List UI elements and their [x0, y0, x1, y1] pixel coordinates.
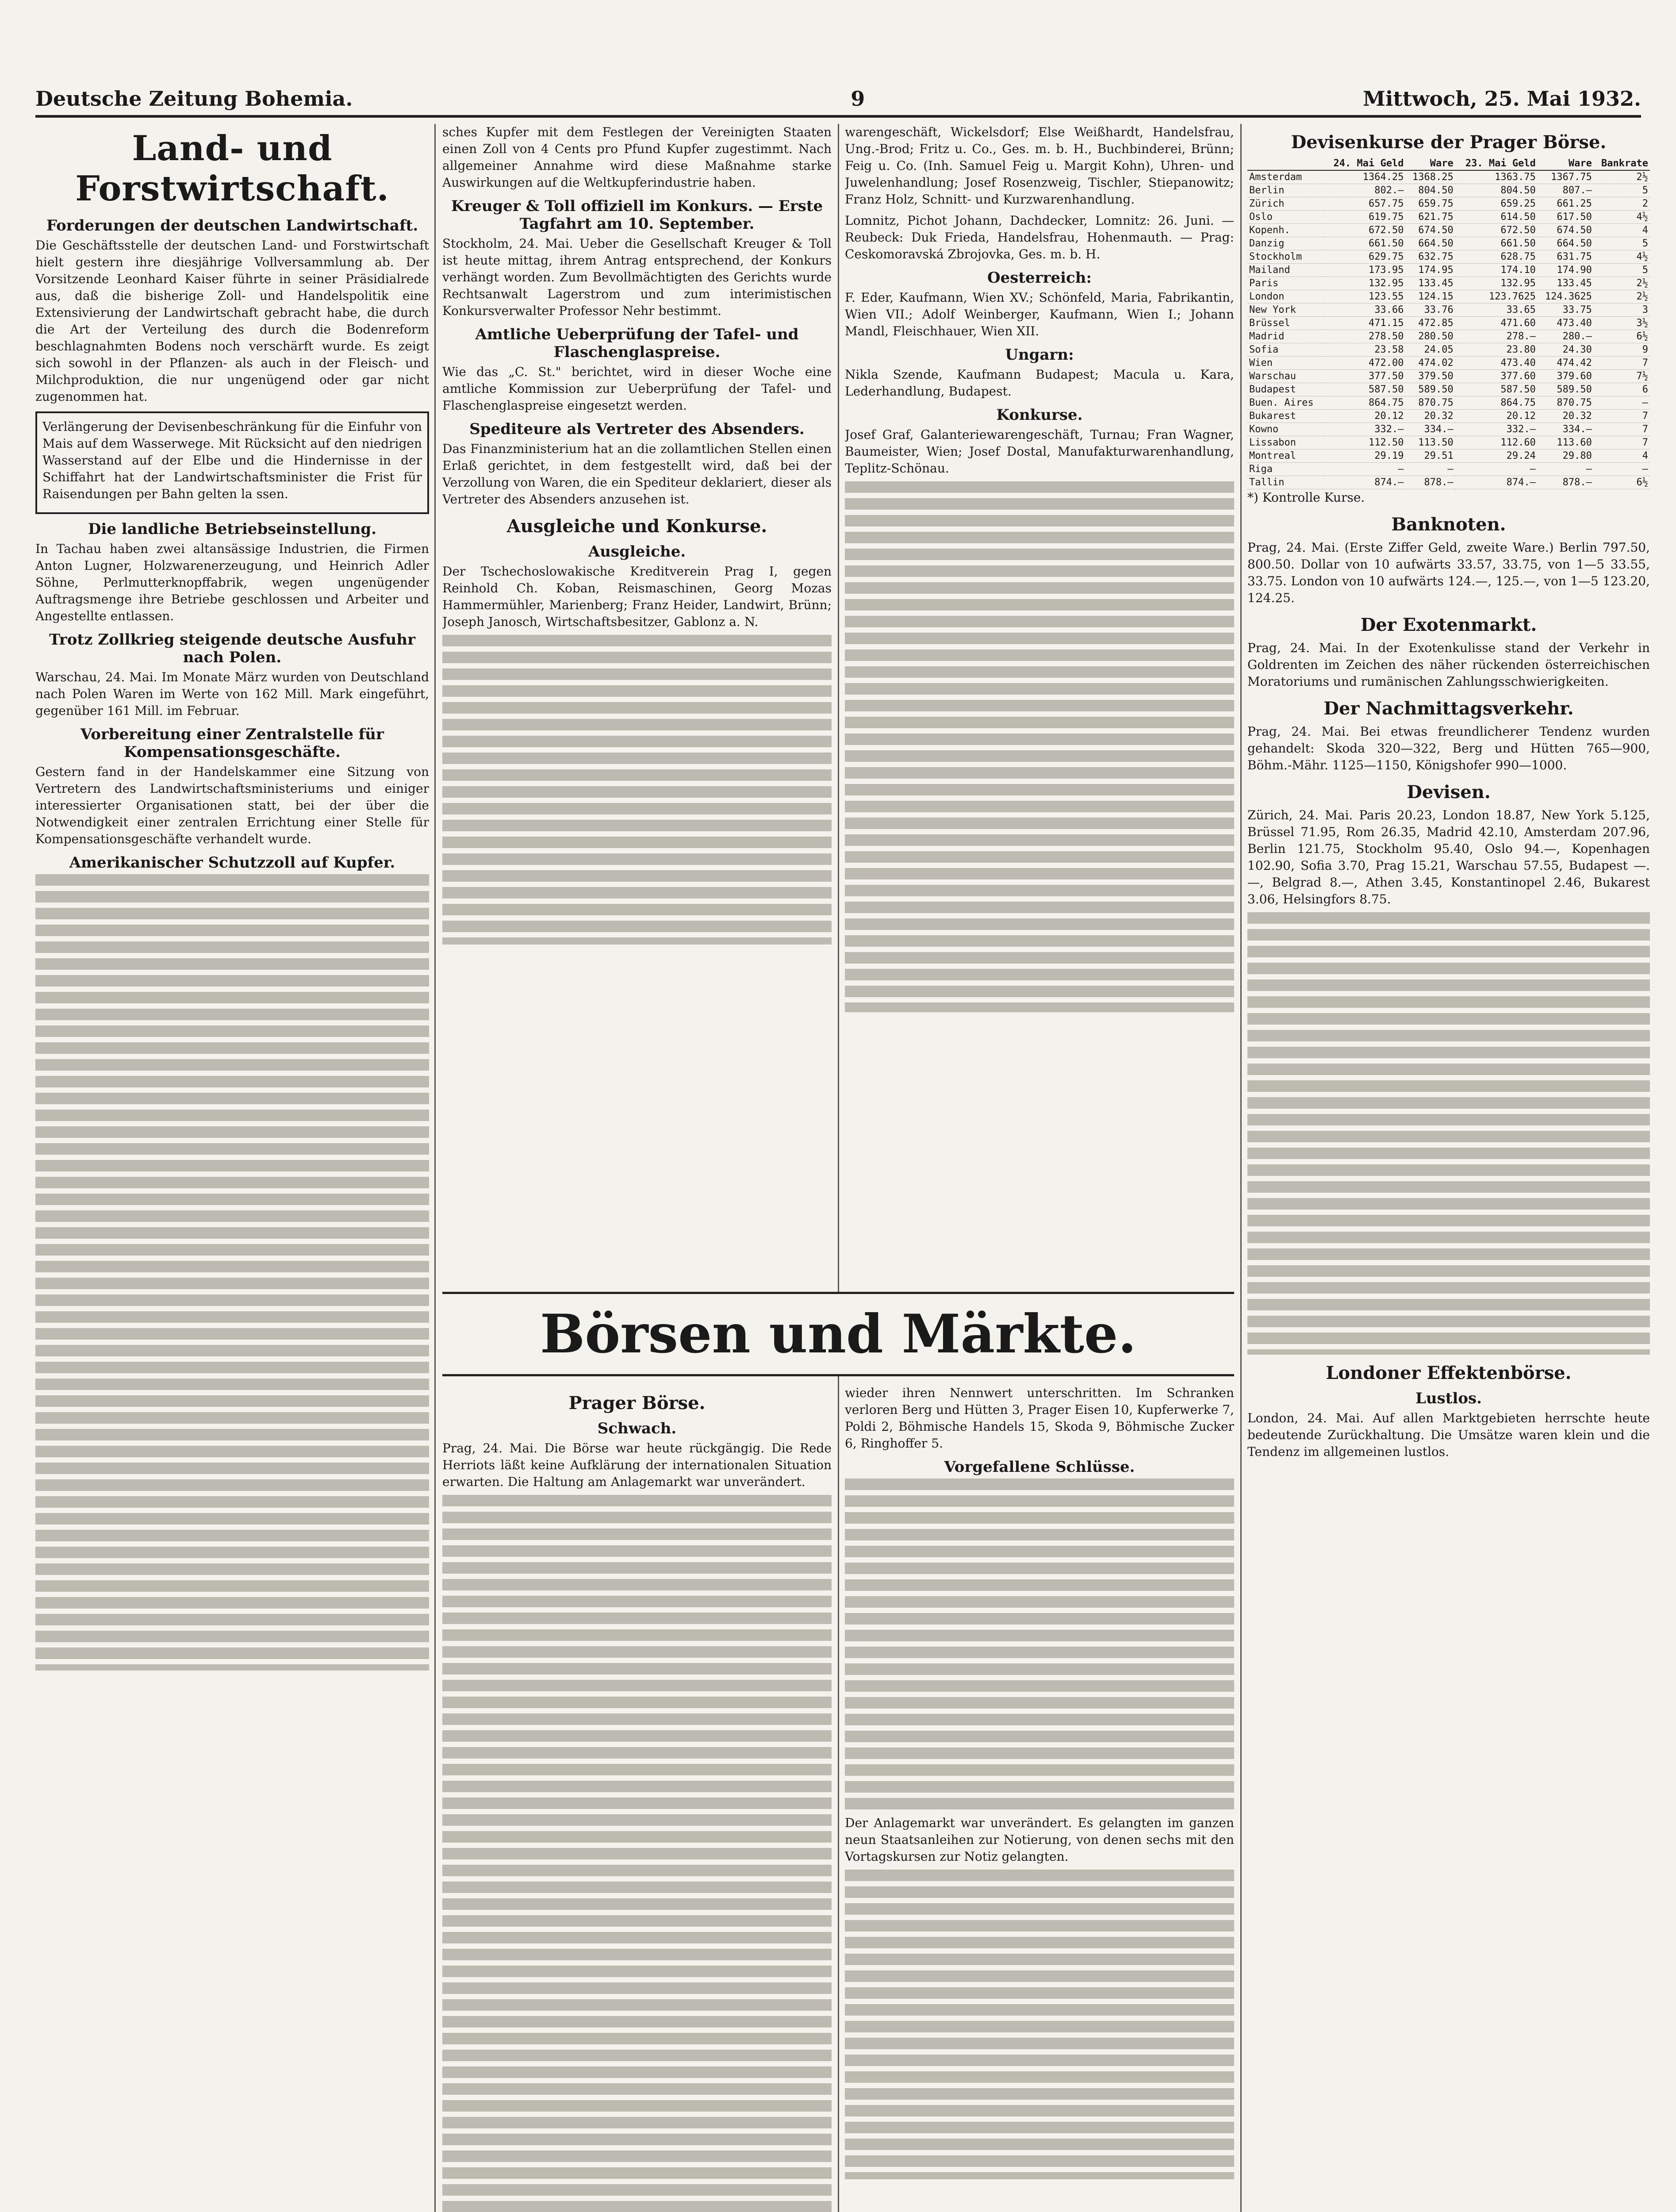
- table-cell: —: [1405, 463, 1455, 476]
- table-cell: 332.—: [1323, 423, 1405, 436]
- section-heading: Banknoten.: [1391, 514, 1506, 535]
- table-cell: 1368.25: [1405, 170, 1455, 184]
- table-cell: 661.50: [1455, 237, 1538, 250]
- article-text: wieder ihren Nennwert unterschritten. Im Schranken verloren Berg und Hütten 3, Prager Eisen 10, Kupferwerke 7, Poldi 2, Böhmische Handels 15, Skoda 9, Böhmische Zucker 6, Ringhoffer 5.: [845, 1386, 1234, 1451]
- article-heading: Amerikanischer Schutzzoll auf Kupfer.: [69, 854, 395, 872]
- boxed-notice: [35, 411, 429, 514]
- table-cell: 173.95: [1323, 264, 1405, 277]
- table-cell: Zürich: [1247, 197, 1323, 211]
- table-row: [1247, 290, 1650, 303]
- article-heading: Spediteure als Vertreter des Absenders.: [469, 420, 805, 438]
- table-cell: 5: [1594, 237, 1650, 250]
- table-cell: 661.25: [1538, 197, 1594, 211]
- table-row: [1247, 303, 1650, 317]
- table-cell: 112.60: [1455, 436, 1538, 449]
- article-text: Prag, 24. Mai. Die Börse war heute rückgängig. Die Rede Herriots läßt keine Aufklärung der internationalen Situation erwarten. Die Haltung am Anlagemarkt war unverändert.: [442, 1441, 832, 1489]
- article-heading: Trotz Zollkrieg steigende deutsche Ausfuhr nach Polen.: [49, 631, 416, 666]
- table-cell: 659.75: [1405, 197, 1455, 211]
- table-cell: Bukarest: [1247, 410, 1323, 423]
- section-heading: Prager Börse.: [568, 1393, 706, 1413]
- article-heading: Oesterreich:: [987, 269, 1092, 287]
- table-row: [1247, 383, 1650, 396]
- column-agriculture: [35, 124, 429, 2212]
- article-heading: Ausgleiche.: [588, 543, 686, 561]
- table-cell: Budapest: [1247, 383, 1323, 396]
- table-cell: 474.02: [1405, 357, 1455, 370]
- table-cell: 4: [1594, 224, 1650, 237]
- table-cell: 174.90: [1538, 264, 1594, 277]
- article-heading: Die landliche Betriebseinstellung.: [88, 520, 377, 538]
- body-text-block: [845, 1870, 1234, 2179]
- table-cell: Buen. Aires: [1247, 396, 1323, 410]
- table-cell: 6½: [1594, 476, 1650, 489]
- table-cell: 473.40: [1538, 317, 1594, 330]
- table-cell: 5: [1594, 264, 1650, 277]
- table-cell: 614.50: [1455, 211, 1538, 224]
- article-text: Der Tschechoslowakische Kreditverein Prag I, gegen Reinhold Ch. Koban, Reismaschinen, Georg Mozas Hammermühler, Marienberg; Franz Heider, Landwirt, Brünn; Joseph Janosch, Wirtschaftsbesitzer, Gablonz a. N.: [442, 564, 832, 629]
- boxed-notice-text: Verlängerung der Devisenbeschränkung für die Einfuhr von Mais auf dem Wasserwege. Mit Rücksicht auf den niedrigen Wasserstand auf der Elbe und die Hindernisse in der Schiffahrt hat der Landwirtschaftsminister die Frist für Raisendungen per Bahn gelten la ssen.: [42, 419, 422, 501]
- table-header-cell: [1247, 157, 1323, 170]
- table-cell: Madrid: [1247, 330, 1323, 343]
- article-text: Prag, 24. Mai. In der Exotenkulisse stand der Verkehr in Goldrenten im Zeichen des näher rückenden österreichischen Moratoriums und rumänischen Zahlungsschwierigkeiten.: [1247, 641, 1650, 689]
- body-text-block: [845, 481, 1234, 1012]
- table-cell: 802.—: [1323, 184, 1405, 197]
- table-row: [1247, 370, 1650, 383]
- table-row: [1247, 449, 1650, 463]
- table-cell: Brüssel: [1247, 317, 1323, 330]
- table-header-cell: 23. Mai Geld: [1455, 157, 1538, 170]
- article-text: Stockholm, 24. Mai. Ueber die Gesellschaft Kreuger & Toll ist heute mittag, ihrem Antrag entsprechend, der Konkurs verhängt worden. Zum Bevollmächtigten des Gerichts wurde Rechtsanwalt Lagerstrom und zum interimistischen Konkursverwalter Professor Nehr bestimmt.: [442, 236, 832, 318]
- table-cell: 2½: [1594, 170, 1650, 184]
- table-cell: 124.15: [1405, 290, 1455, 303]
- article-text: sches Kupfer mit dem Festlegen der Vereinigten Staaten einen Zoll von 4 Cents pro Pfund Kupfer zugestimmt. Nach allgemeiner Annahme wird diese Maßnahme starke Auswirkungen auf die Weltkupferindustrie haben.: [442, 125, 832, 190]
- table-cell: 29.19: [1323, 449, 1405, 463]
- table-cell: 29.51: [1405, 449, 1455, 463]
- article-heading: Lustlos.: [1415, 1390, 1482, 1407]
- table-cell: 280.—: [1538, 330, 1594, 343]
- table-cell: 278.50: [1323, 330, 1405, 343]
- table-cell: 632.75: [1405, 250, 1455, 264]
- table-cell: 2½: [1594, 277, 1650, 290]
- column-rule: [838, 124, 839, 2212]
- table-cell: 874.—: [1323, 476, 1405, 489]
- table-cell: Paris: [1247, 277, 1323, 290]
- table-cell: 2½: [1594, 290, 1650, 303]
- table-cell: Oslo: [1247, 211, 1323, 224]
- article-text: Zürich, 24. Mai. Paris 20.23, London 18.87, New York 5.125, Brüssel 71.95, Rom 26.35, Madrid 42.10, Amsterdam 207.96, Berlin 121.75, Stockholm 95.40, Oslo 94.—, Kopenhagen 102.90, Sofia 3.70, Prag 15.21, Warschau 57.55, Budapest —.—, Belgrad 8.—, Athen 3.45, Konstantinopel 2.46, Bukarest 3.06, Helsingfors 8.75.: [1247, 808, 1650, 906]
- table-cell: 589.50: [1538, 383, 1594, 396]
- table-cell: 33.75: [1538, 303, 1594, 317]
- article-text: F. Eder, Kaufmann, Wien XV.; Schönfeld, Maria, Fabrikantin, Wien VII.; Adolf Weinberger, Kaufmann, Wien I.; Johann Mandl, Fleischhauer, Wien XII.: [845, 290, 1234, 338]
- table-cell: 674.50: [1405, 224, 1455, 237]
- article-heading: Ungarn:: [1005, 346, 1074, 364]
- column-rule: [434, 124, 436, 2212]
- body-text-block: [1247, 912, 1650, 1355]
- table-cell: 471.15: [1323, 317, 1405, 330]
- table-cell: —: [1538, 463, 1594, 476]
- table-cell: 33.65: [1455, 303, 1538, 317]
- section-banner: Börsen und Märkte.: [442, 1292, 1234, 1376]
- table-cell: 472.00: [1323, 357, 1405, 370]
- table-cell: 657.75: [1323, 197, 1405, 211]
- table-cell: Wien: [1247, 357, 1323, 370]
- table-cell: Kowno: [1247, 423, 1323, 436]
- table-cell: 2: [1594, 197, 1650, 211]
- table-cell: 807.—: [1538, 184, 1594, 197]
- table-cell: 379.60: [1538, 370, 1594, 383]
- article-text: Lomnitz, Pichot Johann, Dachdecker, Lomnitz: 26. Juni. — Reubeck: Duk Frieda, Handelsfrau, Hohenmauth. — Prag: Ceskomoravská Zbrojovka, Ges. m. b. H.: [845, 213, 1234, 261]
- table-cell: 29.24: [1455, 449, 1538, 463]
- table-cell: 174.10: [1455, 264, 1538, 277]
- table-cell: 6: [1594, 383, 1650, 396]
- table-cell: 334.—: [1538, 423, 1594, 436]
- table-cell: 7½: [1594, 370, 1650, 383]
- table-cell: 29.80: [1538, 449, 1594, 463]
- table-cell: Montreal: [1247, 449, 1323, 463]
- table-cell: 377.50: [1323, 370, 1405, 383]
- table-cell: 628.75: [1455, 250, 1538, 264]
- table-row: [1247, 436, 1650, 449]
- table-row: [1247, 343, 1650, 357]
- exchange-closings-column: [845, 1385, 1234, 2212]
- table-row: [1247, 277, 1650, 290]
- article-text: warengeschäft, Wickelsdorf; Else Weißhardt, Handelsfrau, Ung.-Brod; Fritz u. Co., Ges. m. b. H., Buchbinderei, Brünn; Feig u. Co. (Inh. Samuel Feig u. Margit Kohn), Uhren- und Juwelenhandlung; Josef Rosenzweig, Tischler, Stiepanowitz; Franz Holz, Schnitt- und Kurzwarenhandlung.: [845, 125, 1234, 207]
- article-heading: Amtliche Ueberprüfung der Tafel- und Flaschenglaspreise.: [475, 326, 799, 361]
- table-row: [1247, 197, 1650, 211]
- quote-table: [845, 1479, 1234, 1815]
- table-row: [1247, 170, 1650, 184]
- table-cell: 7: [1594, 423, 1650, 436]
- table-cell: New York: [1247, 303, 1323, 317]
- table-header-cell: Ware: [1538, 157, 1594, 170]
- table-header-cell: Bankrate: [1594, 157, 1650, 170]
- table-row: [1247, 211, 1650, 224]
- table-cell: 278.—: [1455, 330, 1538, 343]
- table-row: [1247, 250, 1650, 264]
- table-cell: 874.—: [1455, 476, 1538, 489]
- table-cell: 20.12: [1455, 410, 1538, 423]
- section-heading: Der Nachmittagsverkehr.: [1323, 698, 1574, 719]
- table-cell: 112.50: [1323, 436, 1405, 449]
- section-heading: Der Exotenmarkt.: [1360, 614, 1537, 635]
- table-cell: 471.60: [1455, 317, 1538, 330]
- table-cell: 123.7625: [1455, 290, 1538, 303]
- table-cell: 174.95: [1405, 264, 1455, 277]
- article-text: Warschau, 24. Mai. Im Monate März wurden von Deutschland nach Polen Waren im Werte von 162 Mill. Mark eingeführt, gegenüber 161 Mill. im Februar.: [35, 670, 429, 718]
- table-row: [1247, 396, 1650, 410]
- table-row: [1247, 224, 1650, 237]
- table-cell: 377.60: [1455, 370, 1538, 383]
- article-text: Prag, 24. Mai. Bei etwas freundlicherer Tendenz wurden gehandelt: Skoda 320—322, Berg und Hütten 765—900, Böhm.-Mähr. 1125—1150, Königshofer 990—1000.: [1247, 724, 1650, 772]
- table-cell: London: [1247, 290, 1323, 303]
- section-heading: Londoner Effektenbörse.: [1326, 1363, 1572, 1383]
- table-cell: 20.32: [1538, 410, 1594, 423]
- table-cell: 33.76: [1405, 303, 1455, 317]
- table-cell: —: [1594, 463, 1650, 476]
- article-text: Prag, 24. Mai. (Erste Ziffer Geld, zweite Ware.) Berlin 797.50, 800.50. Dollar von 10 aufwärts 33.57, 33.75, von 1—5 33.55, 33.75. London von 10 aufwärts 124.—, 125.—, von 1—5 123.20, 124.25.: [1247, 540, 1650, 605]
- article-heading: Vorgefallene Schlüsse.: [944, 1458, 1135, 1476]
- table-cell: 132.95: [1455, 277, 1538, 290]
- table-cell: 124.3625: [1538, 290, 1594, 303]
- table-row: [1247, 330, 1650, 343]
- table-row: [1247, 357, 1650, 370]
- article-heading: Schwach.: [597, 1420, 677, 1437]
- body-text-block: [35, 874, 429, 1671]
- table-cell: 123.55: [1323, 290, 1405, 303]
- table-cell: 474.42: [1538, 357, 1594, 370]
- table-row: [1247, 463, 1650, 476]
- table-cell: 473.40: [1455, 357, 1538, 370]
- section-heading: Devisenkurse der Prager Börse.: [1291, 132, 1607, 153]
- table-cell: 587.50: [1323, 383, 1405, 396]
- table-row: [1247, 264, 1650, 277]
- article-heading: Vorbereitung einer Zentralstelle für Kompensationsgeschäfte.: [81, 726, 384, 761]
- table-cell: 878.—: [1405, 476, 1455, 489]
- table-cell: 23.80: [1455, 343, 1538, 357]
- article-text: Josef Graf, Galanteriewarengeschäft, Turnau; Fran Wagner, Baumeister, Wien; Josef Dostal, Manufakturwarenhandlung, Teplitz-Schönau.: [845, 427, 1234, 476]
- table-cell: 1364.25: [1323, 170, 1405, 184]
- table-cell: 5: [1594, 184, 1650, 197]
- table-cell: 20.12: [1323, 410, 1405, 423]
- table-row: [1247, 423, 1650, 436]
- section-heading: Ausgleiche und Konkurse.: [506, 516, 767, 537]
- body-text-block: [442, 1495, 832, 2212]
- table-note: *) Kontrolle Kurse.: [1247, 490, 1365, 505]
- table-cell: 113.50: [1405, 436, 1455, 449]
- masthead-date: Mittwoch, 25. Mai 1932.: [1363, 87, 1641, 111]
- table-cell: 23.58: [1323, 343, 1405, 357]
- article-text: Wie das „C. St." berichtet, wird in dieser Woche eine amtliche Kommission zur Ueberprüfung der Tafel- und Flaschenglaspreise eingesetzt werden.: [442, 365, 832, 413]
- table-cell: 7: [1594, 410, 1650, 423]
- table-cell: 659.25: [1455, 197, 1538, 211]
- section-heading: Devisen.: [1407, 782, 1491, 803]
- table-cell: 9: [1594, 343, 1650, 357]
- body-text-block: [442, 635, 832, 945]
- table-cell: 133.45: [1538, 277, 1594, 290]
- table-cell: 24.30: [1538, 343, 1594, 357]
- table-cell: 334.—: [1405, 423, 1455, 436]
- table-cell: 6½: [1594, 330, 1650, 343]
- table-cell: 113.60: [1538, 436, 1594, 449]
- table-cell: Stockholm: [1247, 250, 1323, 264]
- table-cell: 3½: [1594, 317, 1650, 330]
- table-cell: 4½: [1594, 211, 1650, 224]
- section-title: Land- und Forstwirtschaft.: [75, 128, 389, 209]
- table-cell: Mailand: [1247, 264, 1323, 277]
- table-cell: 672.50: [1455, 224, 1538, 237]
- article-text: Das Finanzministerium hat an die zollamtlichen Stellen einen Erlaß gerichtet, in dem festgestellt wird, daß bei der Verzollung von Waren, die ein Spediteur deklariert, dieser als Vertreter des Absenders anzusehen ist.: [442, 442, 832, 507]
- article-text: Die Geschäftsstelle der deutschen Land- und Forstwirtschaft hielt gestern ihre diesjährige Vollversammlung ab. Der Vorsitzende Leonhard Kaiser führte in seiner Präsidialrede aus, daß die bisherige Zoll- und Handelspolitik eine Extensivierung der Landwirtschaft gebracht habe, die durch die Art der Verteilung des durch die Bodenreform beschlagnahmten Bodens noch verschärft wurde. Es zeigt sich sowohl in der Pflanzen- als auch in der Fleisch- und Milchproduktion, die nur ungenügend oder gar nicht zugenommen hat.: [35, 238, 429, 404]
- article-text: Gestern fand in der Handelskammer eine Sitzung von Vertretern des Landwirtschaftsministeriums und einiger interessierter Organisationen statt, bei der über die Notwendigkeit einer zentralen Errichtung einer Stelle für Kompensationsgeschäfte verhandelt wurde.: [35, 764, 429, 846]
- table-row: [1247, 410, 1650, 423]
- table-cell: 24.05: [1405, 343, 1455, 357]
- article-text: Der Anlagemarkt war unverändert. Es gelangten im ganzen neun Staatsanleihen zur Notierung, von denen sechs mit den Vortagskursen zur Notiz gelangten.: [845, 1816, 1234, 1864]
- column-currency: [1247, 124, 1650, 2212]
- table-cell: 864.75: [1455, 396, 1538, 410]
- table-cell: 672.50: [1323, 224, 1405, 237]
- table-cell: 631.75: [1538, 250, 1594, 264]
- table-cell: 804.50: [1455, 184, 1538, 197]
- table-cell: 617.50: [1538, 211, 1594, 224]
- masthead-left: Deutsche Zeitung Bohemia.: [35, 87, 353, 111]
- newspaper-page: [27, 0, 1650, 2212]
- table-header-cell: Ware: [1405, 157, 1455, 170]
- table-cell: 661.50: [1323, 237, 1405, 250]
- table-cell: 587.50: [1455, 383, 1538, 396]
- table-cell: Tallin: [1247, 476, 1323, 489]
- table-cell: Sofia: [1247, 343, 1323, 357]
- article-heading: Konkurse.: [996, 406, 1083, 424]
- table-cell: 1367.75: [1538, 170, 1594, 184]
- table-cell: 3: [1594, 303, 1650, 317]
- table-cell: 379.50: [1405, 370, 1455, 383]
- table-cell: 4½: [1594, 250, 1650, 264]
- table-cell: 7: [1594, 436, 1650, 449]
- table-cell: 280.50: [1405, 330, 1455, 343]
- article-heading: Forderungen der deutschen Landwirtschaft.: [46, 217, 418, 234]
- table-cell: 674.50: [1538, 224, 1594, 237]
- table-cell: 870.75: [1538, 396, 1594, 410]
- table-cell: Berlin: [1247, 184, 1323, 197]
- table-row: [1247, 184, 1650, 197]
- article-heading: Kreuger & Toll offiziell im Konkurs. — Erste Tagfahrt am 10. September.: [451, 197, 823, 233]
- article-text: London, 24. Mai. Auf allen Marktgebieten herrschte heute bedeutende Zurückhaltung. Die Umsätze waren klein und die Tendenz im allgemeinen lustlos.: [1247, 1411, 1650, 1459]
- table-cell: 878.—: [1538, 476, 1594, 489]
- table-cell: 472.85: [1405, 317, 1455, 330]
- article-text: Nikla Szende, Kaufmann Budapest; Macula u. Kara, Lederhandlung, Budapest.: [845, 367, 1234, 399]
- table-cell: 664.50: [1538, 237, 1594, 250]
- table-cell: Warschau: [1247, 370, 1323, 383]
- table-row: [1247, 317, 1650, 330]
- column-bankruptcies: [845, 124, 1234, 1286]
- table-header-cell: 24. Mai Geld: [1323, 157, 1405, 170]
- table-cell: Riga: [1247, 463, 1323, 476]
- table-cell: Kopenh.: [1247, 224, 1323, 237]
- article-text: In Tachau haben zwei altansässige Industrien, die Firmen Anton Lugner, Holzwarenerzeugung, und Heinrich Adler Söhne, Perlmutterknopffabrik, wegen ungenügender Auftragsmenge ihre Betriebe geschlossen und Arbeiter und Angestellte entlassen.: [35, 541, 429, 623]
- table-cell: 133.45: [1405, 277, 1455, 290]
- table-cell: —: [1323, 463, 1405, 476]
- table-cell: 7: [1594, 357, 1650, 370]
- currency-table: [1247, 157, 1650, 489]
- table-cell: Danzig: [1247, 237, 1323, 250]
- prague-exchange-column: [442, 1385, 832, 2212]
- page-number: 9: [851, 87, 865, 111]
- table-cell: Lissabon: [1247, 436, 1323, 449]
- column-commerce: [442, 124, 832, 1286]
- table-cell: 621.75: [1405, 211, 1455, 224]
- table-cell: 1363.75: [1455, 170, 1538, 184]
- table-cell: 629.75: [1323, 250, 1405, 264]
- table-cell: 20.32: [1405, 410, 1455, 423]
- table-cell: 132.95: [1323, 277, 1405, 290]
- table-cell: 332.—: [1455, 423, 1538, 436]
- masthead: [35, 84, 1641, 118]
- table-cell: 870.75: [1405, 396, 1455, 410]
- table-row: [1247, 476, 1650, 489]
- table-cell: 619.75: [1323, 211, 1405, 224]
- table-cell: 33.66: [1323, 303, 1405, 317]
- table-cell: 864.75: [1323, 396, 1405, 410]
- table-cell: —: [1455, 463, 1538, 476]
- table-cell: —: [1594, 396, 1650, 410]
- table-cell: Amsterdam: [1247, 170, 1323, 184]
- table-cell: 664.50: [1405, 237, 1455, 250]
- table-cell: 589.50: [1405, 383, 1455, 396]
- column-rule: [1240, 124, 1242, 2212]
- table-cell: 804.50: [1405, 184, 1455, 197]
- table-row: [1247, 237, 1650, 250]
- table-cell: 4: [1594, 449, 1650, 463]
